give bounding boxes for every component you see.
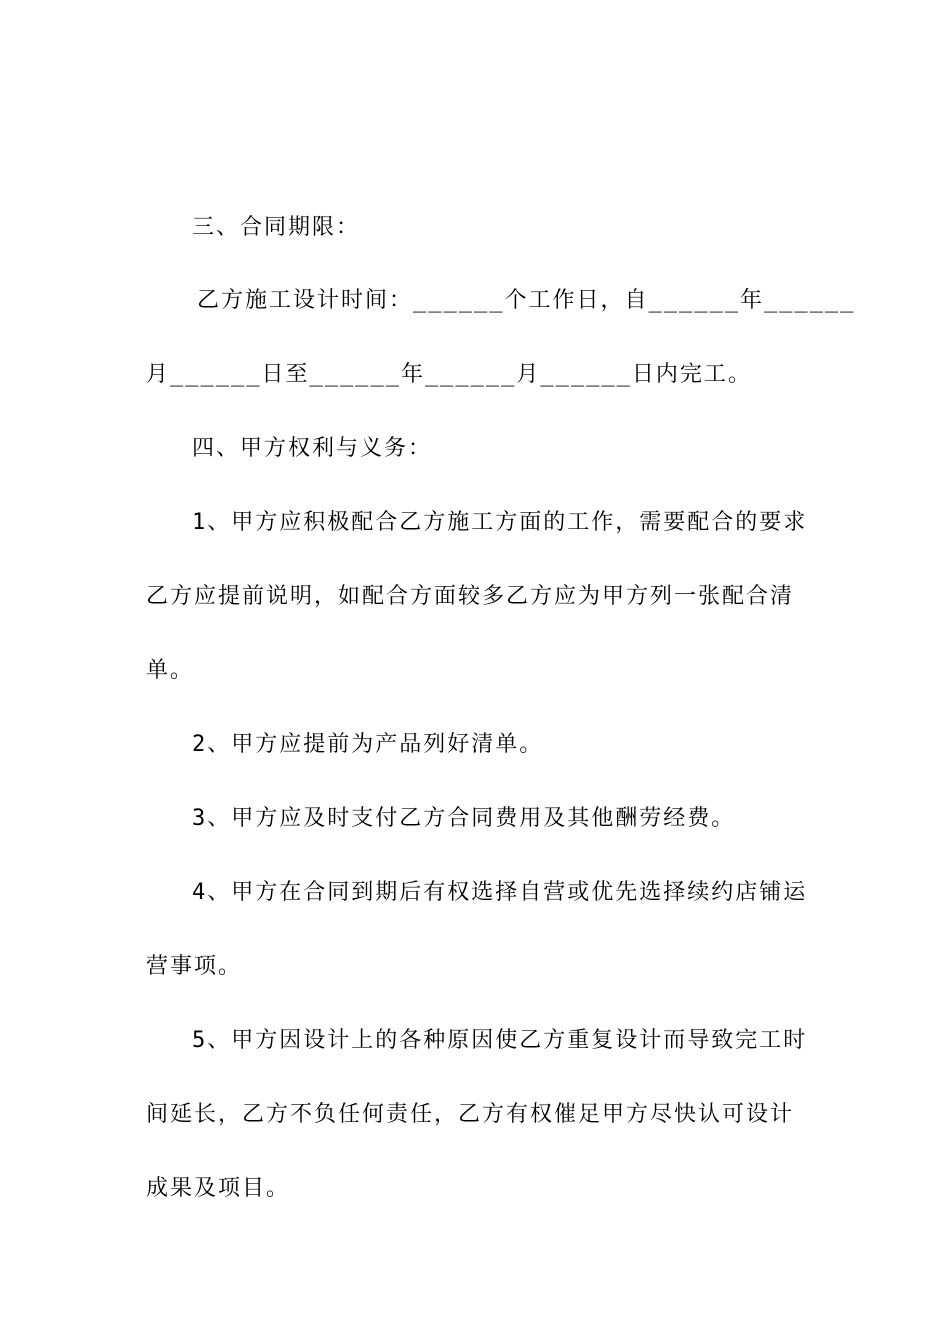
paragraph-line: 2、甲方应提前为产品列好清单。 (192, 732, 544, 757)
section-heading-contract-term: 三、合同期限： (192, 215, 361, 240)
paragraph-line: 1、甲方应积极配合乙方施工方面的工作，需要配合的要求 (192, 510, 808, 535)
paragraph-line: 成果及项目。 (146, 1176, 291, 1201)
paragraph-line: 3、甲方应及时支付乙方合同费用及其他酬劳经费。 (192, 806, 736, 831)
paragraph-line: 4、甲方在合同到期后有权选择自营或优先选择续约店铺运 (192, 880, 808, 905)
section-heading-party-a-rights: 四、甲方权利与义务： (192, 436, 433, 461)
paragraph-line: 单。 (146, 658, 195, 683)
paragraph-line: 间延长，乙方不负任何责任，乙方有权催足甲方尽快认可设计 (146, 1102, 795, 1127)
paragraph-line: 月______日至______年______月______日内完工。 (146, 362, 752, 387)
paragraph-line: 5、甲方因设计上的各种原因使乙方重复设计而导致完工时 (192, 1028, 808, 1053)
paragraph-line: 乙方应提前说明，如配合方面较多乙方应为甲方列一张配合清 (146, 584, 795, 609)
paragraph-line: 营事项。 (146, 954, 243, 979)
paragraph-line: 乙方施工设计时间：______个工作日，自______年______ (197, 288, 856, 313)
